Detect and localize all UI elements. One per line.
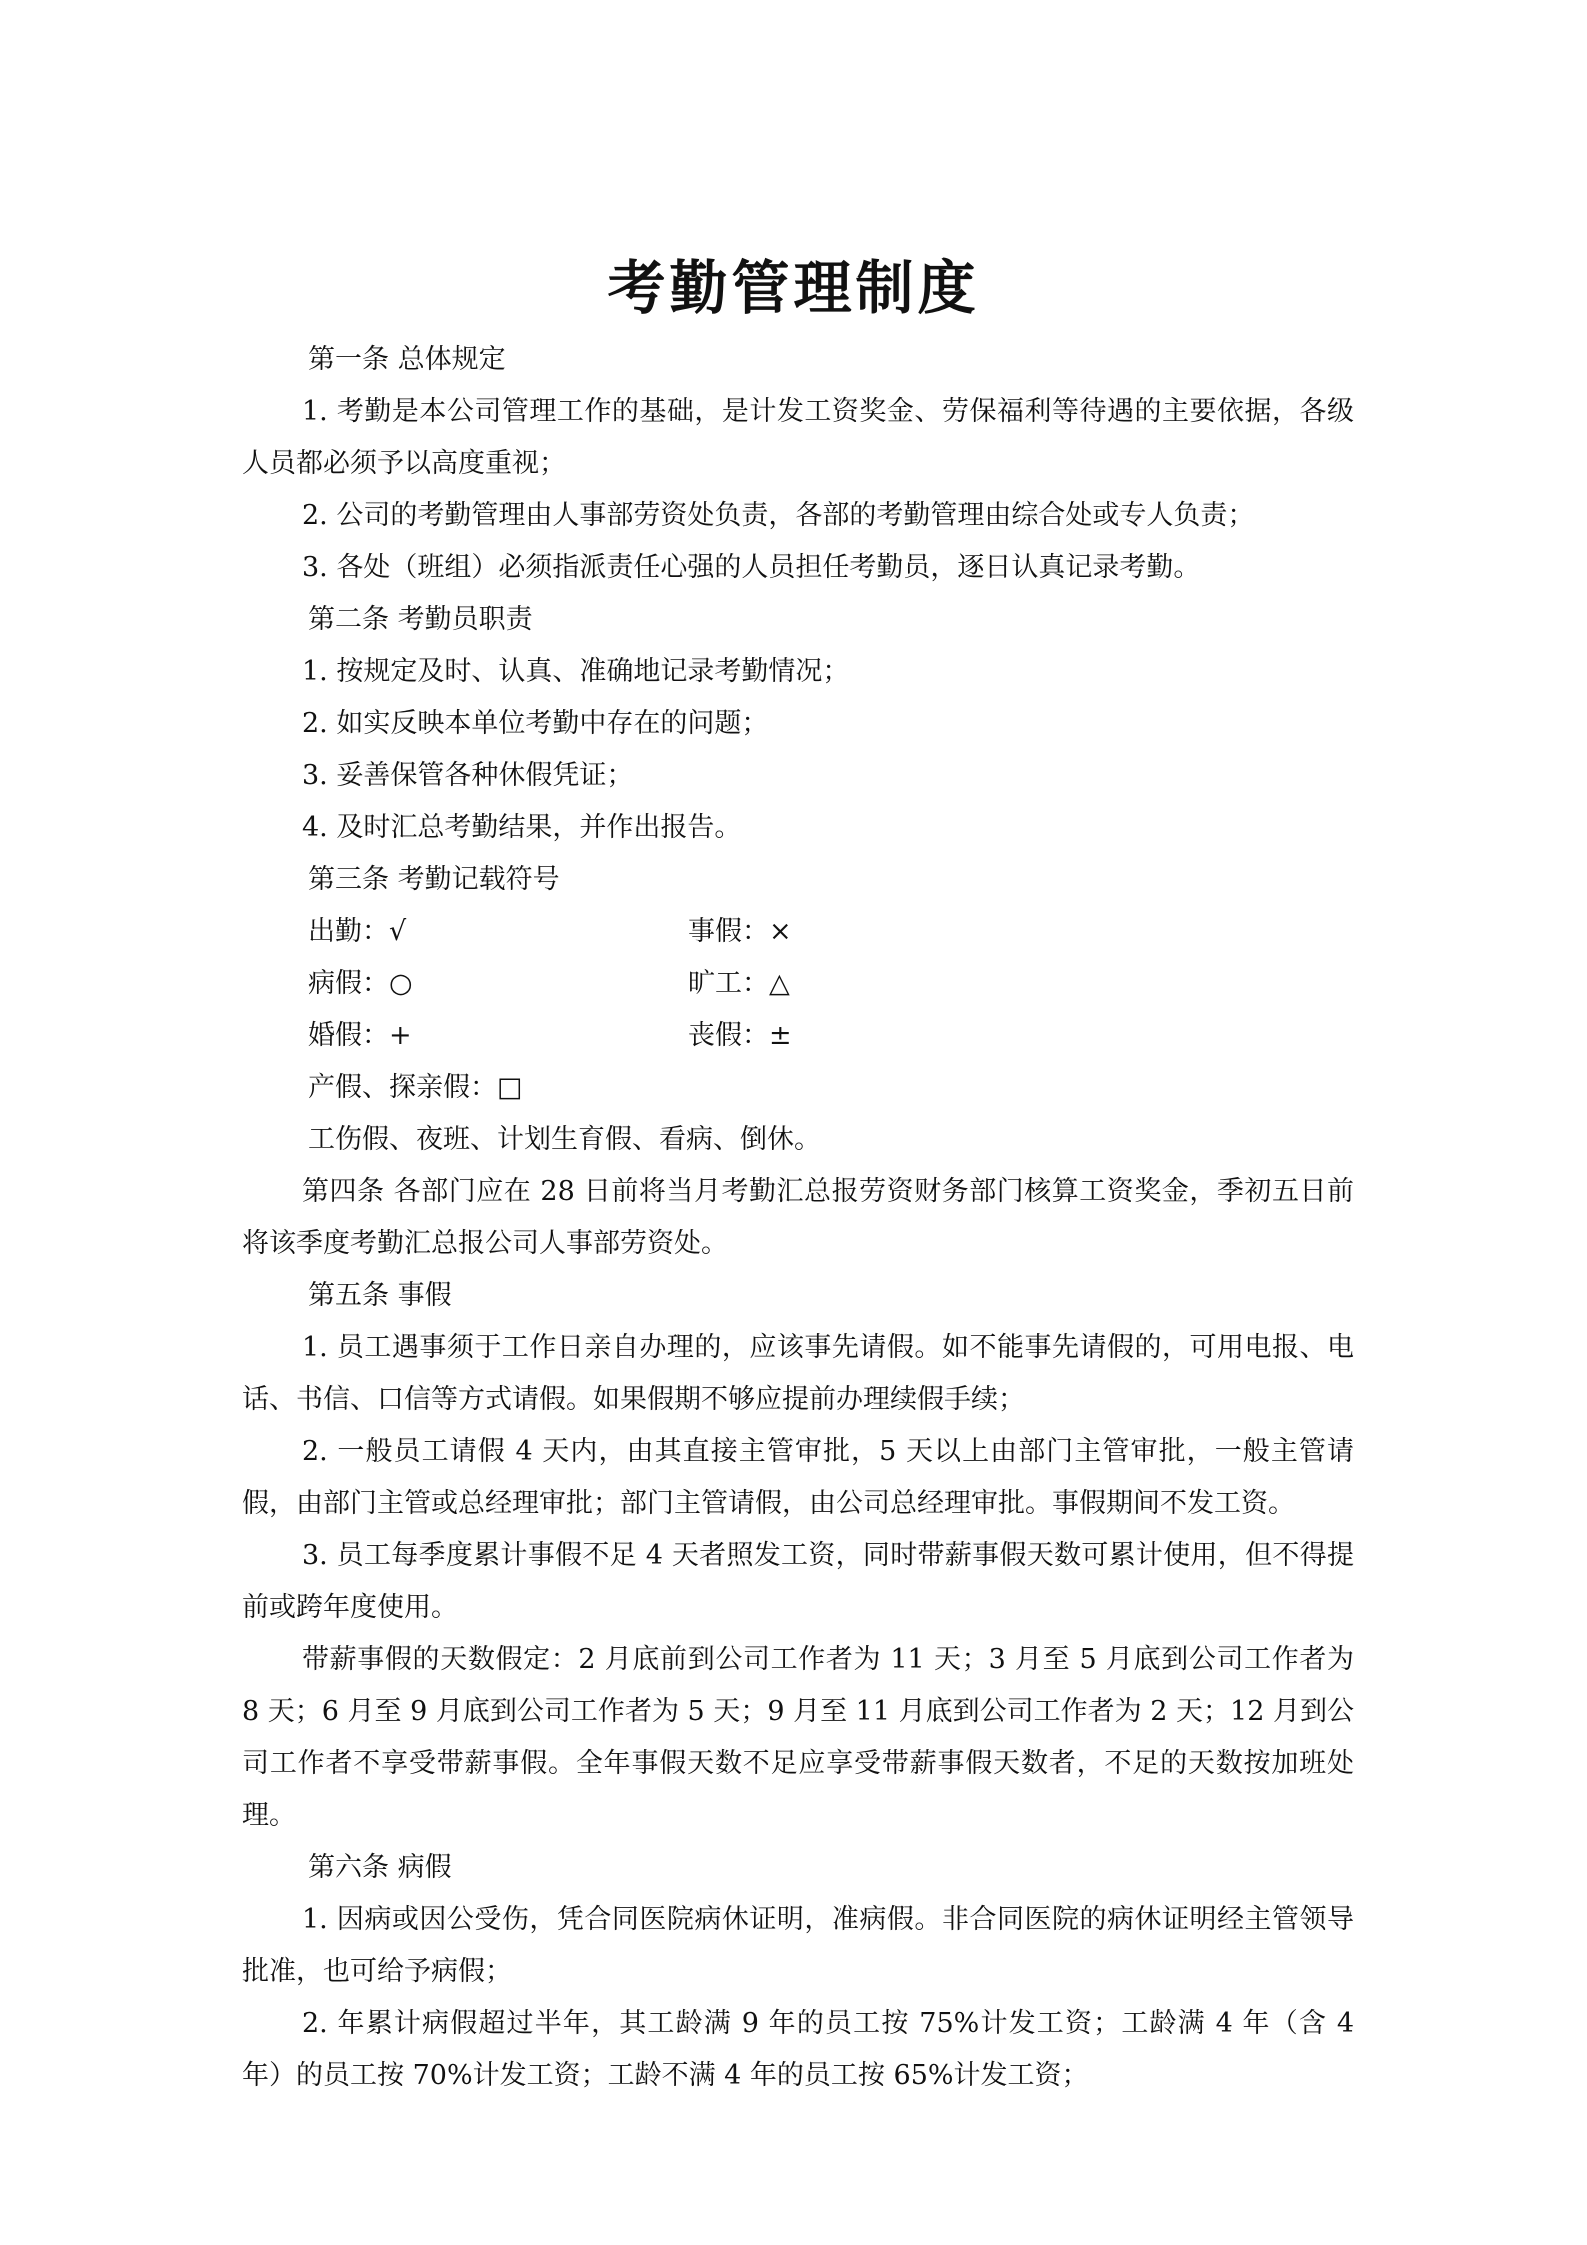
section-4-text: 第四条 各部门应在 28 日前将当月考勤汇总报劳资财务部门核算工资奖金，季初五日前将该季度考勤汇总报公司人事部劳资处。 [242,1176,1354,1259]
section-1-item-1: 1. 考勤是本公司管理工作的基础，是计发工资奖金、劳保福利等待遇的主要依据，各级人员都必须予以高度重视； [242,396,1354,479]
section-6-heading: 第六条 病假 [308,1852,452,1883]
section-5-heading: 第五条 事假 [308,1280,452,1311]
section-5-item-1: 1. 员工遇事须于工作日亲自办理的，应该事先请假。如不能事先请假的，可用电报、电话、书信、口信等方式请假。如果假期不够应提前办理续假手续； [242,1332,1354,1415]
section-6-item-2: 2. 年累计病假超过半年，其工龄满 9 年的员工按 75%计发工资；工龄满 4 年（含 4 年）的员工按 70%计发工资；工龄不满 4 年的员工按 65%计发工资； [242,2008,1354,2091]
symbol-marriage-leave: 婚假：+ [308,1020,412,1051]
document-title: 考勤管理制度 [607,254,980,322]
symbol-row-2 [242,958,1354,1010]
section-2-item-3: 3. 妥善保管各种休假凭证； [302,760,634,791]
symbol-attendance: 出勤：√ [308,916,407,947]
section-5-item-3: 3. 员工每季度累计事假不足 4 天者照发工资，同时带薪事假天数可累计使用，但不得提前或跨年度使用。 [242,1540,1354,1623]
symbol-personal-leave: 事假：× [688,916,792,947]
section-2-item-4: 4. 及时汇总考勤结果，并作出报告。 [302,812,742,843]
symbol-row-1 [242,906,1354,958]
section-6-item-1: 1. 因病或因公受伤，凭合同医院病休证明，准病假。非合同医院的病休证明经主管领导批准，也可给予病假； [242,1904,1354,1987]
section-1-heading: 第一条 总体规定 [308,344,506,375]
symbol-row-3 [242,1010,1354,1062]
section-2-heading: 第二条 考勤员职责 [308,604,533,635]
section-3-heading: 第三条 考勤记载符号 [308,864,560,895]
symbol-bereavement-leave: 丧假：± [688,1020,792,1051]
section-1-item-3: 3. 各处（班组）必须指派责任心强的人员担任考勤员，逐日认真记录考勤。 [302,552,1201,583]
section-2-item-2: 2. 如实反映本单位考勤中存在的问题； [302,708,769,739]
symbol-sick-leave: 病假：○ [308,968,413,999]
section-1-item-2: 2. 公司的考勤管理由人事部劳资处负责，各部的考勤管理由综合处或专人负责； [302,500,1255,531]
symbol-other-leave: 工伤假、夜班、计划生育假、看病、倒休。 [308,1124,821,1155]
symbol-absence: 旷工：△ [688,968,790,999]
section-5-paid-leave-rule: 带薪事假的天数假定：2 月底前到公司工作者为 11 天；3 月至 5 月底到公司工作者为 8 天；6 月至 9 月底到公司工作者为 5 天；9 月至 11 月底到公司工作者为 2 天；12 月到公司工作者不享受带薪事假。全年事假天数不足应享受带薪事假天数者，不足的天数按加班处理。 [242,1644,1354,1831]
symbol-maternity-leave: 产假、探亲假：□ [308,1072,523,1103]
section-5-item-2: 2. 一般员工请假 4 天内，由其直接主管审批，5 天以上由部门主管审批，一般主管请假，由部门主管或总经理审批；部门主管请假，由公司总经理审批。事假期间不发工资。 [242,1436,1354,1519]
document-body [242,334,1354,2102]
section-2-item-1: 1. 按规定及时、认真、准确地记录考勤情况； [302,656,850,687]
